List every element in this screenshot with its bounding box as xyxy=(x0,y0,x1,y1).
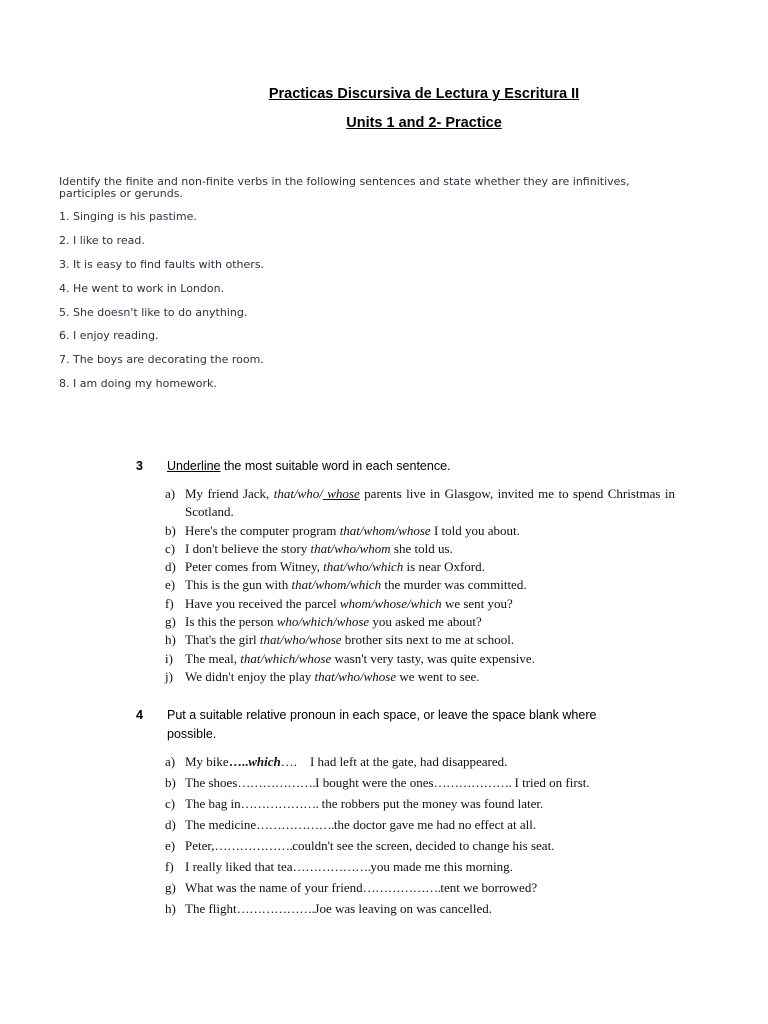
answer-blank[interactable]: ………………. xyxy=(292,859,371,874)
item-sentence xyxy=(185,613,675,631)
item-label: f) xyxy=(165,859,174,874)
item-sentence xyxy=(185,816,675,837)
sentence-text: The medicine xyxy=(185,817,257,832)
item-sentence xyxy=(185,631,675,649)
item-label: f) xyxy=(165,595,174,611)
item-sentence xyxy=(185,576,675,594)
item-label: e) xyxy=(165,577,176,593)
sentence-text: tent we borrowed? xyxy=(440,880,538,895)
sentence-text: That's the girl xyxy=(185,632,260,648)
exercise-item xyxy=(165,753,675,774)
sentence-text: We didn't enjoy the play xyxy=(185,668,315,684)
answer-blank[interactable]: ………………. xyxy=(236,901,315,916)
exercise-item xyxy=(165,837,675,858)
item-label: a) xyxy=(165,754,176,769)
item-label: e) xyxy=(165,838,176,853)
exercise-item xyxy=(165,576,675,594)
sentence-text: What was the name of your friend xyxy=(185,880,363,895)
item-sentence xyxy=(185,522,675,540)
list-item: 7. The boys are decorating the room. xyxy=(59,353,264,367)
item-sentence xyxy=(185,753,675,774)
item-sentence xyxy=(185,837,675,858)
list-item: 5. She doesn't like to do anything. xyxy=(59,305,248,319)
instruction-underline-word: Underline xyxy=(167,459,221,473)
list-item: 4. He went to work in London. xyxy=(59,281,225,295)
item-label: b) xyxy=(165,522,176,538)
page-subtitle: Units 1 and 2- Practice xyxy=(346,115,502,131)
sentence-text: you asked me about? xyxy=(369,614,482,630)
exercise-instruction: Put a suitable relative pronoun in each space, or leave the space blank where xyxy=(167,708,597,722)
answer-blank[interactable]: ………………. xyxy=(240,796,319,811)
item-label: c) xyxy=(165,540,176,556)
item-label: i) xyxy=(165,650,173,666)
item-label: j) xyxy=(165,668,173,684)
sentence-text: Peter, xyxy=(185,838,215,853)
word-options[interactable]: that/who/which xyxy=(323,559,404,575)
exercise-item xyxy=(165,650,675,668)
section-verbs xyxy=(59,176,679,401)
sentence-text: she told us. xyxy=(390,540,453,556)
exercise-item xyxy=(165,879,675,900)
exercise-instruction-continued: possible. xyxy=(167,727,217,741)
item-sentence xyxy=(185,879,675,900)
sentence-text: Have you received the parcel xyxy=(185,595,340,611)
item-sentence xyxy=(185,485,675,522)
word-options[interactable]: who/which/whose xyxy=(276,614,370,630)
item-label: b) xyxy=(165,775,176,790)
word-options[interactable]: that/who/whom xyxy=(310,540,391,556)
sentence-text: The meal, xyxy=(185,650,241,666)
sentence-text: is near Oxford. xyxy=(403,559,485,575)
item-label: h) xyxy=(165,632,176,648)
exercise-item xyxy=(165,595,675,613)
sentence-text: Is this the person xyxy=(185,614,277,630)
exercise-item xyxy=(165,522,675,540)
list-item: 1. Singing is his pastime. xyxy=(59,210,197,223)
exercise-4-list xyxy=(165,753,675,921)
sentence-text: …. I had left at the gate, had disappeared. xyxy=(280,754,508,769)
item-label: d) xyxy=(165,559,176,575)
word-options[interactable]: that/who/whose xyxy=(259,632,342,648)
list-item: 3. It is easy to find faults with others. xyxy=(59,257,265,271)
sentence-text: My bike xyxy=(185,754,229,769)
exercise-item xyxy=(165,540,675,558)
sentence-text: The bag in xyxy=(185,796,241,811)
word-options[interactable]: that/which/whose xyxy=(240,650,332,666)
sentence-text: Here's the computer program xyxy=(185,522,340,538)
sentence-text: I don't believe the story xyxy=(185,540,311,556)
item-sentence xyxy=(185,595,675,613)
exercise-item xyxy=(165,631,675,649)
sentence-text: brother sits next to me at school. xyxy=(341,632,515,648)
exercise-item xyxy=(165,558,675,576)
item-label: g) xyxy=(165,880,176,895)
item-label: a) xyxy=(165,486,176,501)
answer-blank[interactable]: ………………. xyxy=(256,817,334,832)
item-sentence xyxy=(185,558,675,576)
item-sentence xyxy=(185,650,675,668)
list-item: 2. I like to read. xyxy=(59,233,145,247)
exercise-number: 3 xyxy=(136,459,143,473)
exercise-instruction: the most suitable word in each sentence. xyxy=(220,459,451,473)
exercise-number: 4 xyxy=(136,708,143,722)
sentence-text: parents live in Glasgow, invited me to spend Christmas in Scotland. xyxy=(185,486,675,520)
sentence-text: I really liked that tea xyxy=(185,859,293,874)
word-options[interactable]: that/whom/which xyxy=(291,577,382,593)
item-sentence xyxy=(185,668,675,686)
exercise-item xyxy=(165,858,675,879)
list-item: 8. I am doing my homework. xyxy=(59,377,217,391)
sentence-text: couldn't see the screen, decided to change his seat. xyxy=(292,838,555,853)
word-options[interactable]: whom/whose/which xyxy=(339,595,442,611)
exercise-item xyxy=(165,668,675,686)
exercise-item xyxy=(165,900,675,921)
exercise-4-heading xyxy=(136,706,656,744)
sentence-text: My friend Jack, xyxy=(185,486,274,501)
answer-blank[interactable]: ………………. xyxy=(362,880,441,895)
list-item: 6. I enjoy reading. xyxy=(59,329,159,343)
exercise-3-heading xyxy=(136,459,451,473)
sentence-text: Joe was leaving on was cancelled. xyxy=(314,901,492,916)
sentence-text: The flight xyxy=(185,901,237,916)
sentence-text: you made me this morning. xyxy=(370,859,513,874)
word-options-underlined[interactable]: whose xyxy=(322,486,360,501)
page-title: Practicas Discursiva de Lectura y Escritura II xyxy=(268,86,580,102)
answer-blank[interactable]: ………………. xyxy=(433,775,512,790)
item-sentence xyxy=(185,900,675,921)
sentence-text: I bought were the ones xyxy=(315,775,434,790)
item-label: c) xyxy=(165,796,176,811)
sentence-text: This is the gun with xyxy=(185,577,292,593)
exercise-item xyxy=(165,485,675,522)
item-label: d) xyxy=(165,817,176,832)
sentence-text: we went to see. xyxy=(396,668,480,684)
sentence-text: I told you about. xyxy=(430,522,520,538)
answer-text[interactable]: which xyxy=(248,754,281,769)
item-label: h) xyxy=(165,901,176,916)
sentence-text: the doctor gave me had no effect at all. xyxy=(333,817,537,832)
word-options[interactable]: that/who/ xyxy=(273,486,323,501)
sentence-text: wasn't very tasty, was quite expensive. xyxy=(331,650,535,666)
exercise-item xyxy=(165,613,675,631)
sentence-text: the murder was committed. xyxy=(381,577,527,593)
sentence-text: we sent you? xyxy=(441,595,513,611)
item-label: g) xyxy=(165,614,176,630)
item-sentence xyxy=(185,540,675,558)
item-sentence xyxy=(185,858,675,879)
word-options[interactable]: that/whom/whose xyxy=(339,522,431,538)
word-options[interactable]: that/who/whose xyxy=(314,668,397,684)
exercise-item xyxy=(165,774,675,795)
section-verbs-instruction: Identify the finite and non-finite verbs in the following sentences and state whether they are infinitives, participles or gerunds. xyxy=(59,175,630,200)
exercise-3-list xyxy=(165,485,675,686)
sentence-text: Peter comes from Witney, xyxy=(185,559,324,575)
answer-blank[interactable]: ………………. xyxy=(237,775,316,790)
item-sentence xyxy=(185,774,675,795)
sentence-text: I tried on first. xyxy=(511,775,590,790)
sentence-text: the robbers put the money was found later. xyxy=(318,796,544,811)
answer-blank[interactable]: ………………. xyxy=(214,838,293,853)
item-sentence xyxy=(185,795,675,816)
exercise-item xyxy=(165,795,675,816)
answer-blank[interactable]: ….. xyxy=(228,754,249,769)
exercise-item xyxy=(165,816,675,837)
sentence-text: The shoes xyxy=(185,775,238,790)
